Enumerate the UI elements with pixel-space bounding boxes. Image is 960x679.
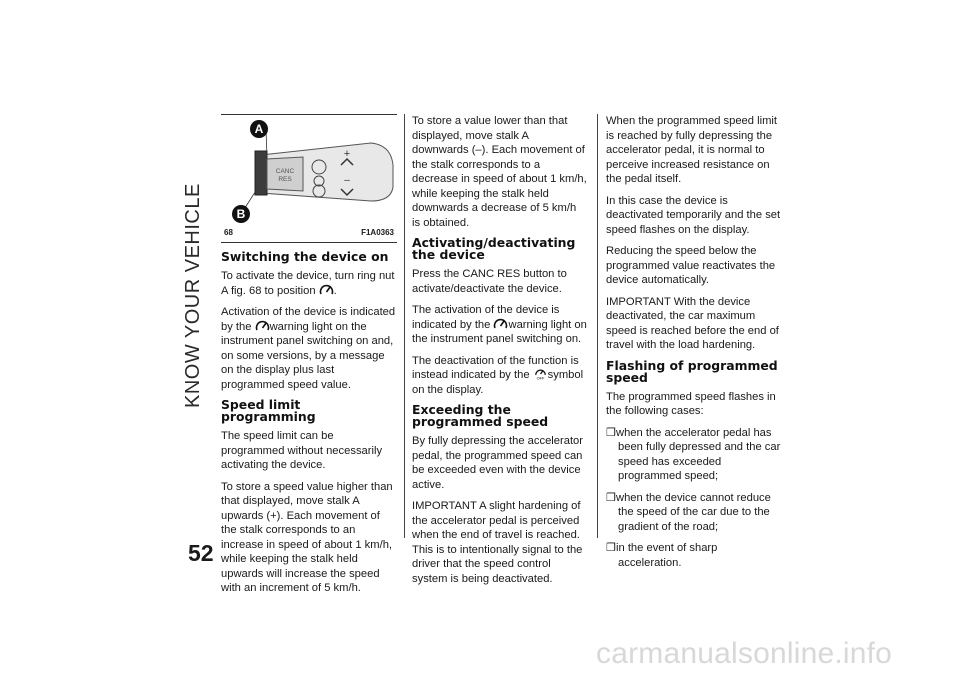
paragraph: Press the CANC RES button to activate/deactivate the device.	[412, 268, 567, 295]
column-divider	[597, 114, 598, 538]
paragraph: IMPORTANT A slight hardening of the accelerator pedal is perceived when the end of travel is reached. This is to intentionally signal to the driver that the speed control system is being deactivated.	[412, 500, 583, 585]
cruise-stalk-illustration	[221, 115, 397, 242]
paragraph: Activation of the device is indicated by the warning light on the instrument panel switching on and, on some versions, by a message on the display plus last programmed speed value.	[221, 306, 396, 391]
speed-limiter-warning-icon	[493, 318, 508, 330]
heading-flashing-speed: Flashing of programmed speed	[606, 357, 778, 385]
section-tab	[182, 108, 208, 408]
list-item: ❒when the accelerator pedal has been fully depressed and the car speed has exceeded programmed speed;	[606, 426, 781, 482]
paragraph: The programmed speed flashes in the following cases:	[606, 390, 776, 417]
paragraph: To activate the device, turn ring nut A fig. 68 to position .	[221, 270, 395, 297]
paragraph: In this case the device is deactivated temporarily and the set speed flashes on the display.	[606, 194, 781, 236]
paragraph: The speed limit can be programmed without necessarily activating the device.	[221, 430, 383, 471]
paragraph: The activation of the device is indicated by the warning light on the instrument panel switching on.	[412, 304, 587, 345]
list-item: ❒when the device cannot reduce the speed of the car due to the gradient of the road;	[606, 491, 771, 533]
stalk-figure	[221, 114, 397, 243]
column-2	[412, 114, 587, 593]
figure-code: F1A0363	[361, 227, 394, 237]
paragraph: To store a value lower than that displayed, move stalk A downwards (–). Each movement of the stalk corresponds to a decrease in speed of about 1 km/h, while keeping the stalk held downwards a decrease of 5 km/h is obtained.	[412, 115, 587, 229]
paragraph: Reducing the speed below the programmed value reactivates the device automatically.	[606, 245, 776, 286]
plus-label: +	[343, 148, 351, 160]
callout-a: A	[254, 122, 264, 136]
heading-switching-on: Switching the device on	[221, 249, 389, 264]
column-divider	[404, 114, 405, 538]
watermark: carmanualsonline.info	[596, 637, 893, 670]
column-1	[221, 114, 396, 603]
off-label: OFF	[536, 376, 545, 380]
bullet-icon: ❒	[606, 491, 617, 504]
bullet-icon: ❒	[606, 542, 617, 554]
page-number: 52	[188, 540, 214, 566]
heading-speed-limit-programming: Speed limit programming	[221, 397, 316, 424]
paragraph: The deactivation of the function is instead indicated by the OFF symbol on the display.	[412, 354, 584, 396]
speed-limiter-off-icon	[533, 368, 548, 380]
minus-label: –	[344, 175, 350, 186]
callout-b: B	[236, 207, 246, 221]
paragraph: By fully depressing the accelerator pedal, the programmed speed can be exceeded even with the device active.	[412, 435, 584, 491]
heading-activating-deactivating: Activating/deactivating the device	[412, 235, 576, 262]
figure-number: 68	[224, 227, 233, 237]
speed-limiter-warning-icon	[255, 320, 270, 332]
button-label-res: RES	[278, 176, 292, 183]
section-tab-label: KNOW YOUR VEHICLE	[182, 183, 204, 408]
heading-exceeding-speed: Exceeding the programmed speed	[412, 402, 549, 429]
paragraph: When the programmed speed limit is reached by fully depressing the accelerator pedal, it is normal to perceive increased resistance on the pedal itself.	[606, 115, 777, 185]
speed-limiter-icon	[319, 284, 334, 296]
bullet-icon: ❒	[606, 426, 617, 439]
paragraph: To store a speed value higher than that displayed, move stalk A upwards (+). Each movement of the stalk corresponds to an increase in speed of about 1 km/h, while keeping the stalk held upwards will increase the speed with an increment of 5 km/h.	[221, 480, 393, 594]
ring-nut-icon	[255, 151, 267, 195]
button-label-canc: CANC	[275, 168, 295, 175]
list-item: ❒in the event of sharp acceleration.	[606, 542, 718, 569]
column-3	[606, 114, 781, 577]
paragraph: IMPORTANT With the device deactivated, the car maximum speed is reached before the end of travel with the load hardening.	[606, 295, 779, 351]
